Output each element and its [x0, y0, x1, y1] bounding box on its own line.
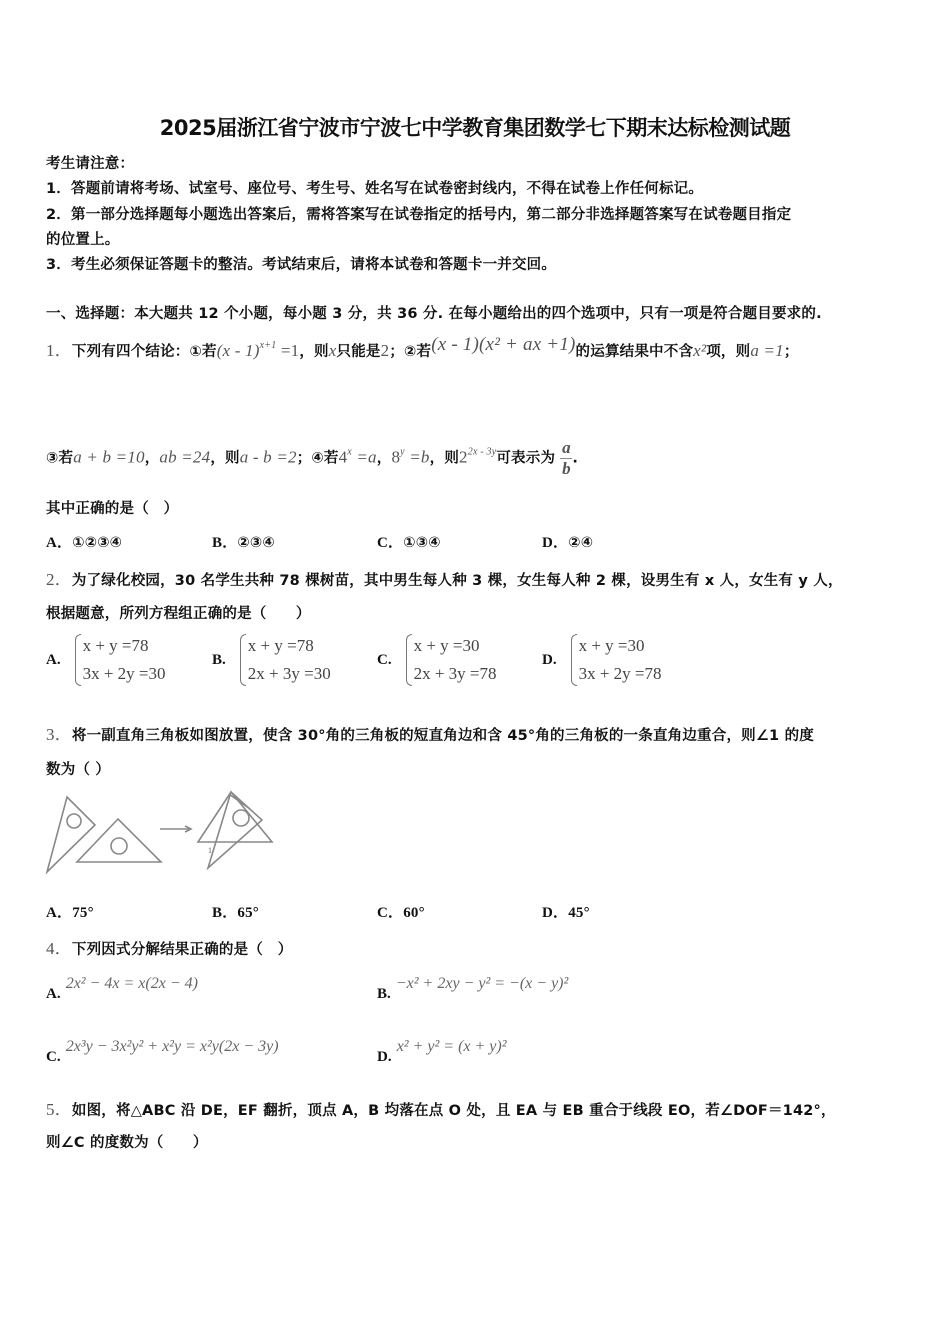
q4-option-b[interactable]: B. −x² + 2xy − y² = −(x − y)² — [377, 975, 569, 1002]
q2-option-b[interactable]: B. x + y =78 2x + 3y =30 — [212, 632, 331, 688]
notice-item-3: 3．考生必须保证答题卡的整洁。考试结束后，请将本试卷和答题卡一并交回。 — [46, 257, 557, 273]
question-1-line-2: ③若a + b =10，ab =24，则a - b =2；④若$4^x =a$，$8^y =b$，则$2^{2x - 3y}$可表示为 $\frac{a}{b}$ . — [46, 438, 579, 478]
notice-item-1: 1．答题前请将考场、试室号、座位号、考生号、姓名写在试卷密封线内，不得在试卷上作任何标记。 — [46, 181, 704, 197]
q3-option-c[interactable]: C．60° — [377, 905, 425, 921]
question-5-line-1: 5．如图，将△ABC 沿 DE，EF 翻折，顶点 A，B 均落在点 O 处，且 EA 与 EB 重合于线段 EO，若∠DOF＝142°， — [46, 1100, 836, 1119]
q3-option-a[interactable]: A．75° — [46, 905, 94, 921]
equation-system: x + y =30 2x + 3y =78 — [406, 632, 497, 688]
question-1-prompt: 其中正确的是（ ） — [46, 501, 179, 517]
equation-system: x + y =30 3x + 2y =78 — [571, 632, 662, 688]
triangle-set-figure — [40, 782, 300, 882]
question-4-line-1: 4．下列因式分解结果正确的是（ ） — [46, 939, 293, 958]
q1-option-d[interactable]: D．②④ — [542, 535, 594, 551]
q1-option-a[interactable]: A．①②③④ — [46, 535, 123, 551]
question-3-line-1: 3．将一副直角三角板如图放置，使含 30°角的三角板的短直角边和含 45°角的三角板的一条直角边重合，则∠1 的度 — [46, 725, 814, 744]
q3-option-b[interactable]: B．65° — [212, 905, 260, 921]
section-heading: 一、选择题：本大题共 12 个小题，每小题 3 分，共 36 分. 在每小题给出的四个选项中，只有一项是符合题目要求的. — [46, 306, 822, 322]
notice-item-2-cont: 的位置上。 — [46, 232, 120, 248]
q2-option-d[interactable]: D. x + y =30 3x + 2y =78 — [542, 632, 662, 688]
question-3-line-2: 数为（ ） — [46, 762, 111, 778]
question-2-line-1: 2．为了绿化校园，30 名学生共种 78 棵树苗，其中男生每人种 3 棵，女生每人种 2 棵，设男生有 x 人，女生有 y 人， — [46, 570, 843, 589]
fraction-a-over-b: $\frac{a}{b}$ — [562, 438, 571, 478]
q4-option-a[interactable]: A. 2x² − 4x = x(2x − 4) — [46, 975, 198, 1002]
q2-option-a[interactable]: A. x + y =78 3x + 2y =30 — [46, 632, 166, 688]
angle-1-label: 1 — [208, 846, 212, 855]
q3-option-d[interactable]: D．45° — [542, 905, 590, 921]
notice-item-2: 2．第一部分选择题每小题选出答案后，需将答案写在试卷指定的括号内，第二部分非选择题答案写在试卷题目指定 — [46, 207, 792, 223]
notice-heading: 考生请注意： — [46, 156, 135, 172]
equation-system: x + y =78 2x + 3y =30 — [240, 632, 331, 688]
question-number: 1． — [46, 341, 72, 360]
document-title: 2025届浙江省宁波市宁波七中学教育集团数学七下期末达标检测试题 — [159, 116, 791, 140]
question-2-line-2: 根据题意，所列方程组正确的是（ ） — [46, 606, 311, 622]
q4-option-d[interactable]: D. x² + y² = (x + y)² — [377, 1038, 507, 1065]
question-5-line-2: 则∠C 的度数为（ ） — [46, 1135, 208, 1151]
q1-option-c[interactable]: C．①③④ — [377, 535, 441, 551]
q2-option-c[interactable]: C. x + y =30 2x + 3y =78 — [377, 632, 497, 688]
q4-option-c[interactable]: C. 2x³y − 3x²y² + x²y = x²y(2x − 3y) — [46, 1038, 279, 1065]
question-1-line-1: 1．下列有四个结论：①若(x - 1)$^{x+1}$ =1，则x只能是2；②若(x - 1)(x² + ax +1)的运算结果中不含x²项，则a =1； — [46, 334, 799, 360]
equation-system: x + y =78 3x + 2y =30 — [75, 632, 166, 688]
q1-option-b[interactable]: B．②③④ — [212, 535, 275, 551]
